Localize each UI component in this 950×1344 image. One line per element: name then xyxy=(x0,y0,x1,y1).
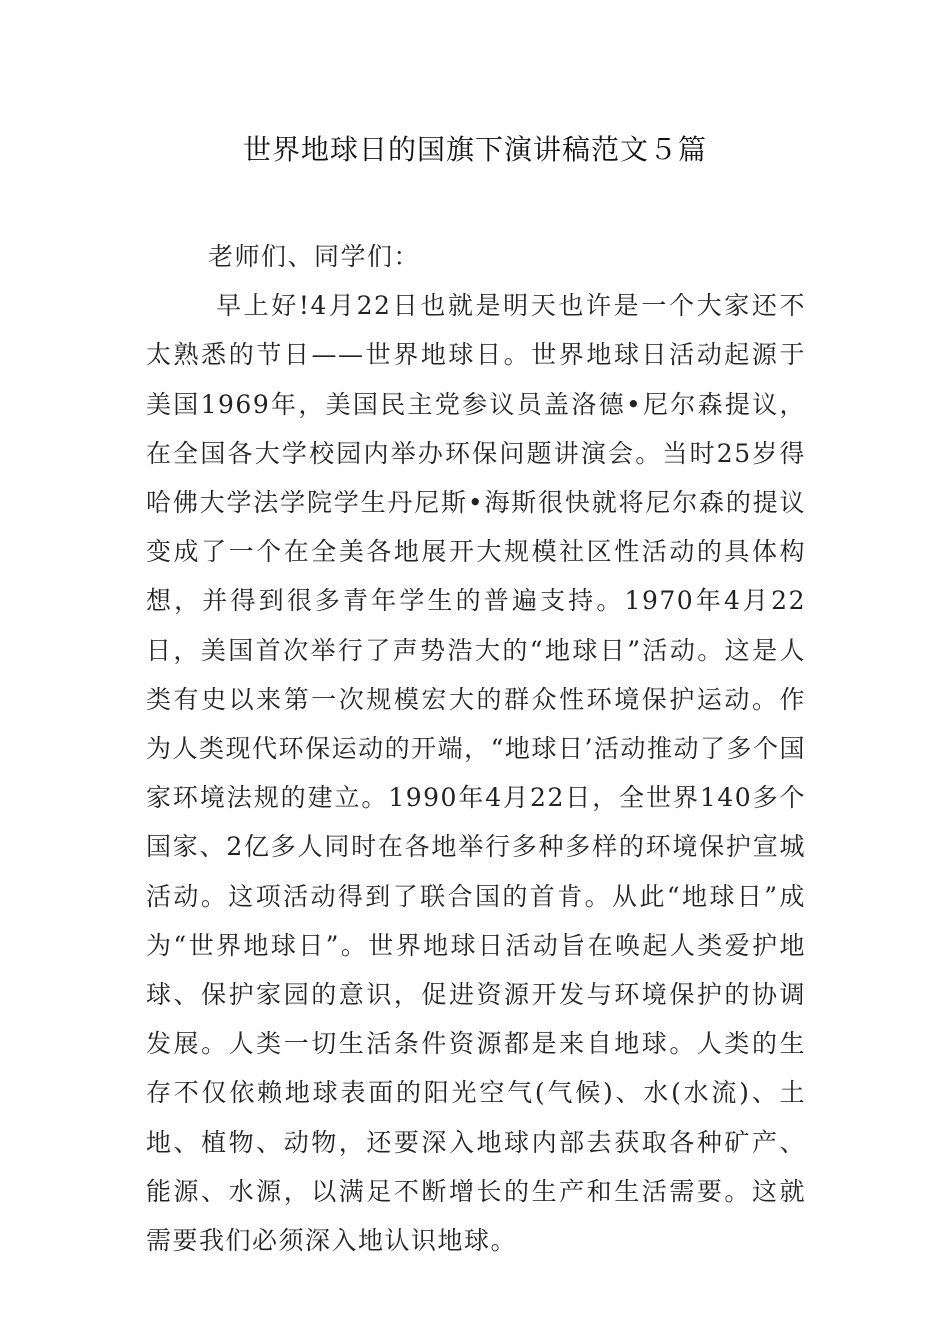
page-title: 世界地球日的国旗下演讲稿范文５篇 xyxy=(242,133,707,166)
salutation: 老师们、同学们： xyxy=(208,242,421,271)
body-paragraph: 早上好!4月22日也就是明天也许是一个大家还不太熟悉的节日——世界地球日。世界地球日活动起源于美国1969年，美国民主党参议员盖洛德•尼尔森提议，在全国各大学校园内举办环保问题讲演会。当时25岁得哈佛大学法学院学生丹尼斯•海斯很快就将尼尔森的提议变成了一个在全美各地展开大规模社区性活动的具体构想，并得到很多青年学生的普遍支持。1970年4月22日，美国首次举行了声势浩大的“地球日”活动。这是人类有史以来第一次规模宏大的群众性环境保护运动。作为人类现代环保运动的开端，“地球日’活动推动了多个国家环境法规的建立。1990年4月22日，全世界140多个国家、2亿多人同时在各地举行多种多样的环境保护宣城活动。这项活动得到了联合国的首肯。从此“地球日”成为“世界地球日”。世界地球日活动旨在唤起人类爱护地球、保护家园的意识，促进资源开发与环境保护的协调发展。人类一切生活条件资源都是来自地球。人类的生存不仅依赖地球表面的阳光空气(气候)、水(水流)、土地、植物、动物，还要深入地球内部去获取各种矿产、能源、水源，以满足不断增长的生产和生活需要。这就需要我们必须深入地认识地球。 xyxy=(146,291,806,1256)
document-body xyxy=(146,232,806,1265)
